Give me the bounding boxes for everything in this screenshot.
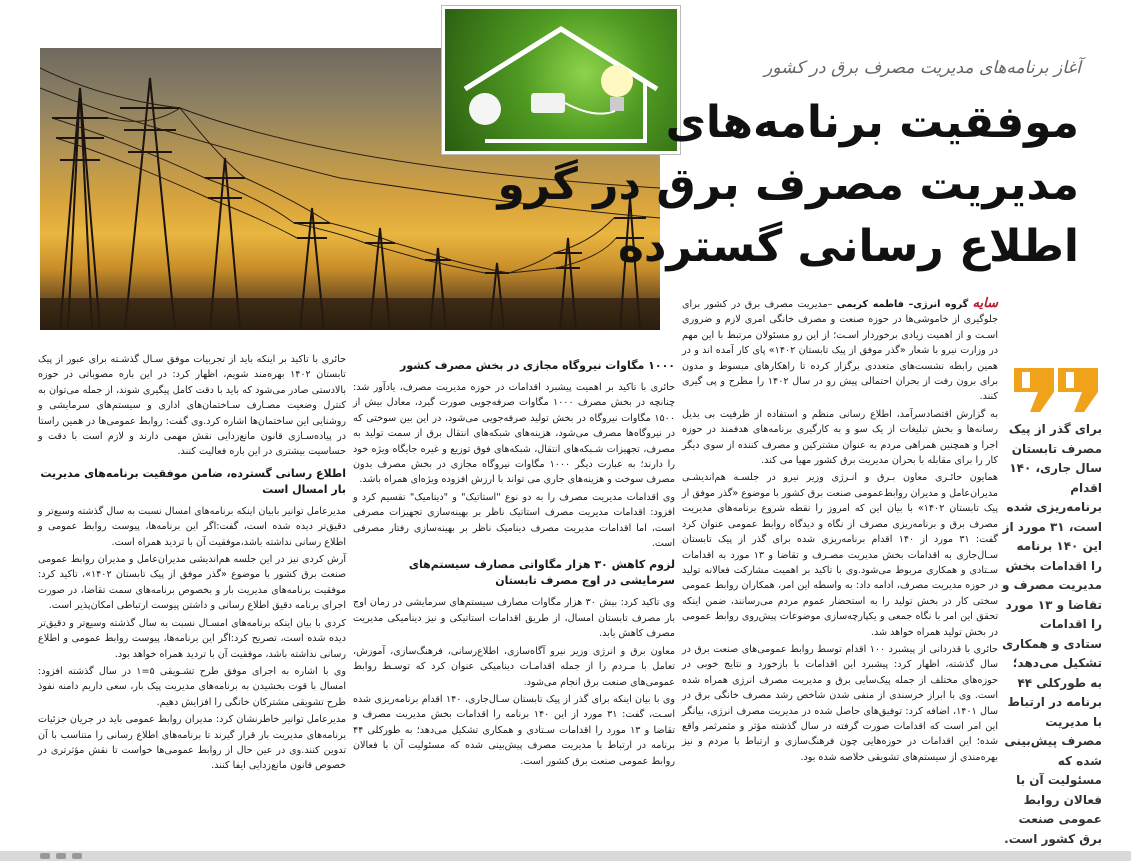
paragraph: به گزارش اقتصادسرآمد، اطلاع رسانی منظم و استفاده از ظرفیت بی بدیل رسانه‌ها و بخش تبلیغات از یک سو و به کارگیری برنامه‌های هدفمند در حوزه اجرا و همچنین همراهی مردم به عنوان مشترکین و مصرف کننده از سوی دیگر کار را برای مقابله با بحران مدیریت برق کشور مهیا می کند. [682,408,998,467]
pull-quote: برای گذر از پیک مصرف تابستان سال جاری، ۱۴۰ اقدام برنامه‌ریزی شده است، ۳۱ مورد از این ۱۴۰ برنامه را اقدامات بخش مدیریت مصرف و تقاضا و ۱۳ مورد را اقدامات ستادی و همکاری تشکیل می‌دهد؛ به طورکلی ۴۴ برنامه در ارتباط با مدیریت مصرف پیش‌بینی شده که مسئولیت آن با فعالان روابط عمومی صنعت برق کشور است. [1001,422,1102,846]
article-kicker: آغاز برنامه‌های مدیریت مصرف برق در کشور [764,58,1081,78]
energy-house-illustration [442,6,680,154]
article-headline [497,92,1079,278]
paragraph: وی اقدامات مدیریت مصرف را به دو نوع "استاتیک" و "دینامیک" تقسیم کرد و افزود: اقدامات مدیریت مصرف استاتیک ناظر بر بهینه‌سازی تجهیزات مصرفی است، اما اقدامات مدیریت مصرف دینامیک ناظر بر بهینه‌سازی رفتار مصرفی است. [353,491,675,550]
footer-dash [56,853,66,859]
headline-line-3: اطلاع رسانی گسترده [617,221,1079,272]
paragraph: همایون حائـری معاون بـرق و انـرژی وزیر نیرو در جلسـه هم‌اندیشـی مدیران‌عامل و مدیران روابط‌عمومی صنعت برق کشور با موضوع «گذر موفق از پیک تابستان ۱۴۰۲» با بیان این که امروز را نقطه شروع برنامه‌های مدیریت مصرف برق و برنامه‌ریزی مصرف از نگاه و دیدگاه روابط عمومی عنوان کرد گفت: ۳۱ مورد از ۱۴۰ اقدام برنامه‌ریزی شده برای گذر از پیک تابستان سـال‌جاری به اقدامات بخش مدیریت مصـرف و تقاضا و ۱۳ مورد به اقدامات سـتادی و همکاری مربوط می‌شود.وی با تاکید بر اهمیت مشارکت فعالانه تولید در حوزه مدیریت مصرف، ادامه داد: به واسطه این امر، همکاران روابط عمومی سختی کار در بخش تولید را به استحضار عموم مردم می‌رسانند، ضمن اینکه تحقق این امر با نگاه جمعی و یکپارچه‌سازی موضوعات پیش‌روی روابط عمومی در بخش تولید همراه خواهد شد. [682,472,999,638]
page-footer-bar [0,851,1131,861]
quote-mark-icon [1008,364,1100,416]
footer-dash [72,853,82,859]
paragraph: وی با بیان اینکه برای گذر از پیک تابستان سـال‌جاری، ۱۴۰ اقدام برنامه‌ریزی شده اسـت، گفت: ۳۱ مورد از این ۱۴۰ برنامه را اقدامات بخش مدیریت مصرف و تقاضا و ۱۳ مورد را اقدامات سـتادی و همکاری تشکیل می‌دهد؛ به طورکلی ۴۴ برنامه در ارتباط با مدیریت مصرف پیش‌بینی شده که مسئولیت آن با فعالان روابط عمومی صنعت برق کشور است. [353,693,676,767]
subheading: ۱۰۰۰ مگاوات نیروگاه مجازی در بخش مصرف کشور [400,359,675,372]
paragraph: وی با اشاره به اجرای موفق طرح تشـویقی ۵=۱ در سال گذشته افزود: امسال با قوت بخشیدن به برنامه‌های مدیریت پیک بار، سعی داریم دامنه نفوذ طرح تشویقی مشترکان خانگی را افزایش دهیم. [38,665,346,708]
paragraph: وی تاکید کرد: بیش ۳۰ هزار مگاوات مصارف سیستم‌های سرمایشی در زمان اوج بار مصرف تابستان امسال، از طریق اقدامات استاتیکی و نیز دینامیکی مدیریت مصرف کاهش یابد. [353,597,676,640]
paragraph: حائری با قدردانی از پیشبرد ۱۰۰ اقدام توسط روابط عمومی‌های صنعت برق در سال گذشته، اظهار کرد: پیشبرد این اقدامات با بازخورد و نتایج خوبی در حوزه‌های مختلف از جمله پیک‌سایی برق و مدیریت مصرف انرژی همراه شده است. وی با ابراز خرسندی از منفی شدن شاخص رشد مصرف خانگی برق در سال ۱۴۰۱، اضافه کرد: توفیق‌های حاصل شده در مدیریت مصرف انرژی، بیانگر این امر است که اقدامات صورت گرفته در سال گذشته مؤثر و مثمرثمر واقع شده؛ این اقدامات در حوزه‌هایی چون فرهنگ‌سازی و ارتباط با مردم و نیز بهره‌مندی از سیستم‌های تشویقی خلاصه شده بود. [682,643,998,763]
byline-logo: سایه [972,296,998,311]
house-bulb-icon [445,9,677,151]
paragraph: –مدیریت مصرف برق در کشور برای جلوگیری از خاموشی‌ها در حوزه صنعت و مصرف خانگی امری لازم و ضروری اسـت و از اهمیت زیادی برخوردار اسـت؛ از این رو مسئولان مرتبط با این مهم در وزارت نیرو با شعار «گذر موفق از پیک تابستان ۱۴۰۲» پای کار آمده اند و در همین رابطه نشست‌های متعددی برگزار کرده تا راهکارهای مبسوط و مدون برای برون رفت از بحران احتمالی پیش رو در سال ۱۴۰۲ را مطرح و پی گیری کنند. [682,299,999,403]
footer-dash [40,853,50,859]
column-left [38,352,346,776]
paragraph: مدیرعامل توانیر بابیان اینکه برنامه‌های امسال نسبت به سال گذشته وسیع‌تر و دقیق‌تر دیده شده است، گفت:اگر این برنامه‌ها، پیوست روابط عمومی و اطلاع رسانی نداشته باشد،موفقیت آن با تردید همراه است. [38,505,346,548]
column-middle [353,352,675,771]
subheading: لزوم کاهش ۳۰ هزار مگاواتی مصارف سیستم‌های سرمایشی در اوج مصرف تابستان [408,558,675,588]
subheading: اطلاع رسانی گسترده، ضامن موفقیت برنامه‌های مدیریت بار امسال است [40,466,346,496]
paragraph: کردی با بیان اینکه برنامه‌های امسـال نسبت به سال گذشته وسیع‌تر و دقیق‌تر دیده شده است، تصریح کرد:اگر این برنامه‌ها، پیوست روابط عمومی و اطلاع رسانی نداشته باشد، موفقیت آن با تردید همراه خواهد بود. [38,617,346,660]
paragraph: معاون برق و انرژی وزیر نیرو آگاه‌سازی، اطلاع‌رسانی، فرهنگ‌سازی، آموزش، تعامل با مـردم را از جمله اقدامـات دینامیکی عنوان کرد که توسـط روابط عمومی‌های صنعت برق انجام می‌شود. [353,645,675,688]
byline: گروه انرژی– فاطمه کریمی [836,299,969,310]
headline-line-1: موفقیت برنامه‌های [665,97,1079,148]
column-right [682,296,998,767]
paragraph: حائری با تاکید بر اهمیت پیشبرد اقدامات در حوزه مدیریت مصرف، یادآور شد: چنانچه در بخش مصرف ۱۰۰۰ مگاوات صرفه‌جویی صورت گیرد، معادل بیش از ۱۵۰۰ مگاوات نیروگاه در بخش تولید صرفه‌جویی می‌شود، در این بین سوختی که در نیروگاه‌ها مصرف می‌شود، هزینه‌های شبکه‌های انتقال برق از سمت تولید به مصرف، تجهیزات شـبکه‌های انتقال، شبکه‌های فوق توزیع و غیره جایگاه ویژه خود را دارند؛ به عبارت دیگر ۱۰۰۰ مگاوات نیروگاه مجازی در بخش مصرف بدون مصرف سوخت و هزینه‌های جاری می تواند با ارزش افزوده ویژه‌ای همراه باشد. [353,382,675,486]
paragraph: حائری با تاکید بر اینکه باید از تجربیات موفق سـال گذشـته برای عبور از پیک تابستان ۱۴۰۲ بهره‌مند شویم، اظهار کرد: در این باره مصوباتی در حوزه بالادستی صادر می‌شود که باید با دقت کامل پیگیری شوند، از جمله می‌توان به کنترل وضعیت مصـارف سـاختمان‌های اداری و سیستم‌های سرمایشی و روشنایی این ساختمان‌ها اشاره کرد.وی گفت: روابط عمومی‌ها در همین راستا در پیاده‌سـازی قانون مانع‌زدایی نقش مهمی دارند و لازم است با دقت و حساسیت بیشتری در این باره فعالیت کنند. [38,354,346,458]
paragraph: آرش کردی نیز در این جلسه هم‌اندیشی مدیران‌عامل و مدیران روابط عمومی صنعت برق کشور با موضوع «گذر موفق از پیک تابستان ۱۴۰۲»، تاکید کرد: موفقیت برنامه‌های مدیریت بار و بخصوص برنامه‌های سمت تقاضا، در صورت اجرای برنامه دقیق اطلاع رسانی و داشتن پیوست ارتباطی امکان‌پذیر است. [38,554,346,612]
paragraph: مدیرعامل توانیر خاطرنشان کرد: مدیران روابط عمومی باید در جریان جزئیات برنامه‌های مدیریت بار قرار گیرند تا برنامه‌های اطلاع رسانی را متناسب با آن تدوین کنند.وی در عین حال از روابط عمومی‌ها خواست تا نقش مؤثرتری در خصوص قانون مانع‌زدایی ایفا کنند. [38,714,346,772]
headline-line-2: مدیریت مصرف برق در گرو [497,159,1079,210]
